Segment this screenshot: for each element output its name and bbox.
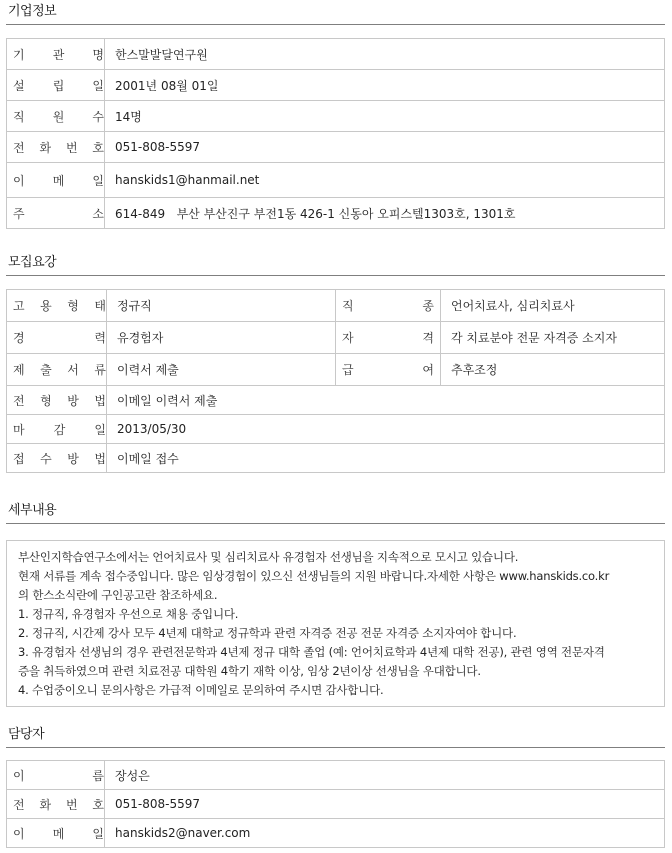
contact-table	[6, 760, 665, 848]
field-label: 전 형 방 법	[13, 393, 106, 408]
field-label: 직 원 수	[13, 109, 104, 124]
field-label: 마 감 일	[13, 422, 106, 437]
field-label: 경 력	[13, 331, 106, 345]
company-info-title: 기업정보	[6, 2, 665, 25]
application-method-value: 이메일 접수	[107, 444, 665, 473]
phone-value: 051-808-5597	[105, 132, 665, 163]
contact-email-value: hanskids2@naver.com	[105, 819, 665, 848]
employees-value: 14명	[105, 101, 665, 132]
detail-line: 증을 취득하였으며 관련 치료전공 대학원 4학기 재학 이상, 임상 2년이상 선생님을 우대합니다.	[18, 664, 481, 678]
qualification-value: 각 치료분야 전문 자격증 소지자	[441, 322, 665, 354]
details-title: 세부내용	[6, 501, 665, 524]
contact-phone-value: 051-808-5597	[105, 790, 665, 819]
table-row	[7, 819, 665, 848]
address-value: 614-849 부산 부산진구 부전1동 426-1 신동아 오피스텔1303호, 1301호	[105, 198, 665, 229]
table-row	[7, 761, 665, 790]
field-label: 기 관 명	[13, 47, 104, 62]
field-label: 접 수 방 법	[13, 451, 106, 466]
detail-line: 현재 서류를 계속 접수중입니다. 많은 임상경험이 있으신 선생님들의 지원 바랍니다.자세한 사항은 www.hanskids.co.kr	[18, 569, 610, 583]
contact-section	[6, 725, 665, 848]
email-value: hanskids1@hanmail.net	[105, 163, 665, 198]
table-row	[7, 101, 665, 132]
field-label: 급 여	[342, 363, 434, 377]
table-row	[7, 386, 665, 415]
field-label: 자 격	[342, 331, 434, 345]
selection-method-value: 이메일 이력서 제출	[107, 386, 665, 415]
detail-line: 2. 정규직, 시간제 강사 모두 4년제 대학교 정규학과 관련 자격증 전공 전문 자격증 소지자여야 합니다.	[18, 626, 517, 640]
deadline-value: 2013/05/30	[107, 415, 665, 444]
field-label: 이 름	[13, 768, 104, 783]
salary-value: 추후조정	[441, 354, 665, 386]
org-name-value: 한스말발달연구원	[105, 39, 665, 70]
details-body	[6, 540, 665, 707]
job-type-value: 언어치료사, 심리치료사	[441, 290, 665, 322]
company-info-section	[6, 2, 665, 229]
company-info-table	[6, 38, 665, 229]
recruit-section	[6, 253, 665, 473]
recruit-table	[6, 289, 665, 473]
details-section	[6, 501, 665, 707]
detail-line: 1. 정규직, 유경험자 우선으로 채용 중입니다.	[18, 607, 239, 621]
field-label: 제 출 서 류	[13, 363, 106, 377]
table-row	[7, 322, 665, 354]
contact-name-value: 장성은	[105, 761, 665, 790]
field-label: 직 종	[342, 299, 434, 313]
table-row	[7, 132, 665, 163]
detail-line: 의 한스소식란에 구인공고란 참조하세요.	[18, 588, 218, 602]
table-row	[7, 70, 665, 101]
detail-line: 3. 유경험자 선생님의 경우 관련전문학과 4년제 정규 대학 졸업 (예: 언어치료학과 4년제 대학 전공), 관련 영역 전문자격	[18, 645, 605, 659]
detail-line: 부산인지학습연구소에서는 언어치료사 및 심리치료사 유경험자 선생님을 지속적으로 모시고 있습니다.	[18, 550, 519, 564]
table-row	[7, 415, 665, 444]
employment-type-value: 정규직	[107, 290, 336, 322]
table-row	[7, 290, 665, 322]
field-label: 고 용 형 태	[13, 299, 106, 313]
detail-line: 4. 수업중이오니 문의사항은 가급적 이메일로 문의하여 주시면 감사합니다.	[18, 683, 384, 697]
documents-value: 이력서 제출	[107, 354, 336, 386]
table-row	[7, 444, 665, 473]
table-row	[7, 39, 665, 70]
founded-value: 2001년 08월 01일	[105, 70, 665, 101]
table-row	[7, 790, 665, 819]
field-label: 전 화 번 호	[13, 140, 104, 155]
experience-value: 유경험자	[107, 322, 336, 354]
field-label: 주 소	[13, 206, 104, 221]
contact-title: 담당자	[6, 725, 665, 748]
field-label: 설 립 일	[13, 78, 104, 93]
field-label: 이 메 일	[13, 826, 104, 841]
field-label: 전 화 번 호	[13, 797, 104, 812]
recruit-title: 모집요강	[6, 253, 665, 276]
table-row	[7, 198, 665, 229]
table-row	[7, 163, 665, 198]
table-row	[7, 354, 665, 386]
field-label: 이 메 일	[13, 173, 104, 188]
